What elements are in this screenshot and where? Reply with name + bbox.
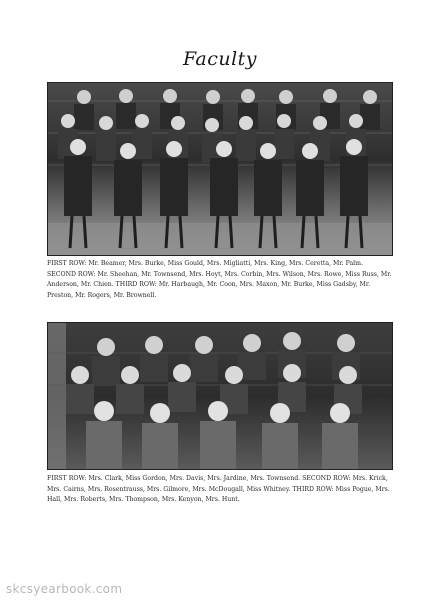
faculty-photo-1-image bbox=[48, 83, 392, 255]
photo-1-caption: FIRST ROW: Mr. Beamer, Mrs. Burke, Miss Gould, Mrs. Migliatti, Mrs. King, Mrs. Ceretta, Mr. Palm. SECOND ROW: Mr. Sheehan, Mr. Townsend, Mrs. Hoyt, Mrs. Corbin, Mrs. Wilson, Mrs. Rowe, Miss Russ, Mr. Anderson, Mr. Chien. THIRD ROW: Mr. Harbaugh, Mr. Coon, Mrs. Maxon, Mr. Burke, Miss Gadsby, Mr. Preston, Mr. Rogers, Mr. Brownell. bbox=[47, 260, 392, 299]
faculty-photo-2-image bbox=[48, 323, 392, 469]
site-watermark: skcsyearbook.com bbox=[6, 582, 123, 596]
faculty-group-photo-2 bbox=[47, 322, 393, 470]
page-title: Faculty bbox=[182, 48, 258, 70]
faculty-group-photo-1 bbox=[47, 82, 393, 256]
photo-2-caption: FIRST ROW: Mrs. Clark, Miss Gordon, Mrs. Davis, Mrs. Jardine, Mrs. Townsend. SECOND ROW: Mrs. Krick, Mrs. Cairns, Mrs. Rosentrauss, Mrs. Gilmore, Mrs. McDougall, Miss Whitney. THIRD ROW: Miss Pogue, Mrs. Hall, Mrs. Roberts, Mrs. Thompson, Mrs. Kenyon, Mrs. Hunt. bbox=[47, 475, 390, 503]
